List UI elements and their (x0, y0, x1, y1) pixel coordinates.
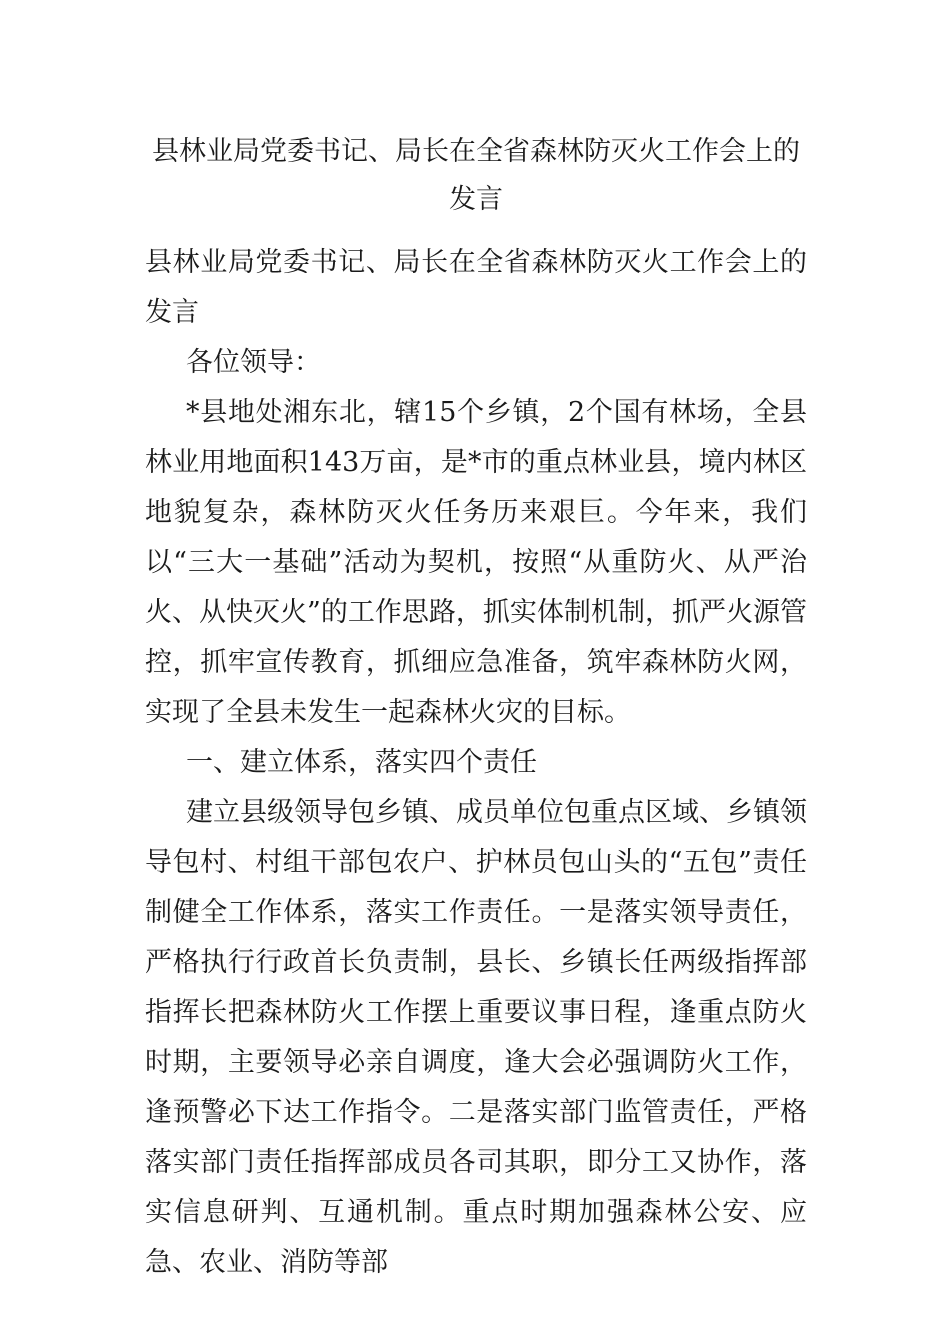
section-1-paragraph: 建立县级领导包乡镇、成员单位包重点区域、乡镇领导包村、村组干部包农户、护林员包山头的“五包”责任制健全工作体系，落实工作责任。一是落实领导责任，严格执行行政首长负责制，县长、乡镇长任两级指挥部指挥长把森林防火工作摆上重要议事日程，逢重点防火时期，主要领导必亲自调度，逢大会必强调防火工作，逢预警必下达工作指令。二是落实部门监管责任，严格落实部门责任指挥部成员各司其职，即分工又协作，落实信息研判、互通机制。重点时期加强森林公安、应急、农业、消防等部 (145, 797, 807, 1278)
salutation-paragraph: 各位领导： (186, 347, 321, 378)
document-title: 县林业局党委书记、局长在全省森林防灭火工作会上的发言 (152, 136, 800, 215)
section-heading-1: 一、建立体系，落实四个责任 (186, 747, 537, 778)
document-body (145, 238, 807, 1288)
intro-paragraph: *县地处湘东北，辖15个乡镇，2个国有林场，全县林业用地面积143万亩，是*市的重点林业县，境内林区地貌复杂，森林防灭火任务历来艰巨。今年来，我们以“三大一基础”活动为契机，按照“从重防火、从严治火、从快灭火”的工作思路，抓实体制机制，抓严火源管控，抓牢宣传教育，抓细应急准备，筑牢森林防火网，实现了全县未发生一起森林火灾的目标。 (145, 397, 807, 728)
repeated-title-paragraph: 县林业局党委书记、局长在全省森林防灭火工作会上的发言 (145, 247, 807, 328)
